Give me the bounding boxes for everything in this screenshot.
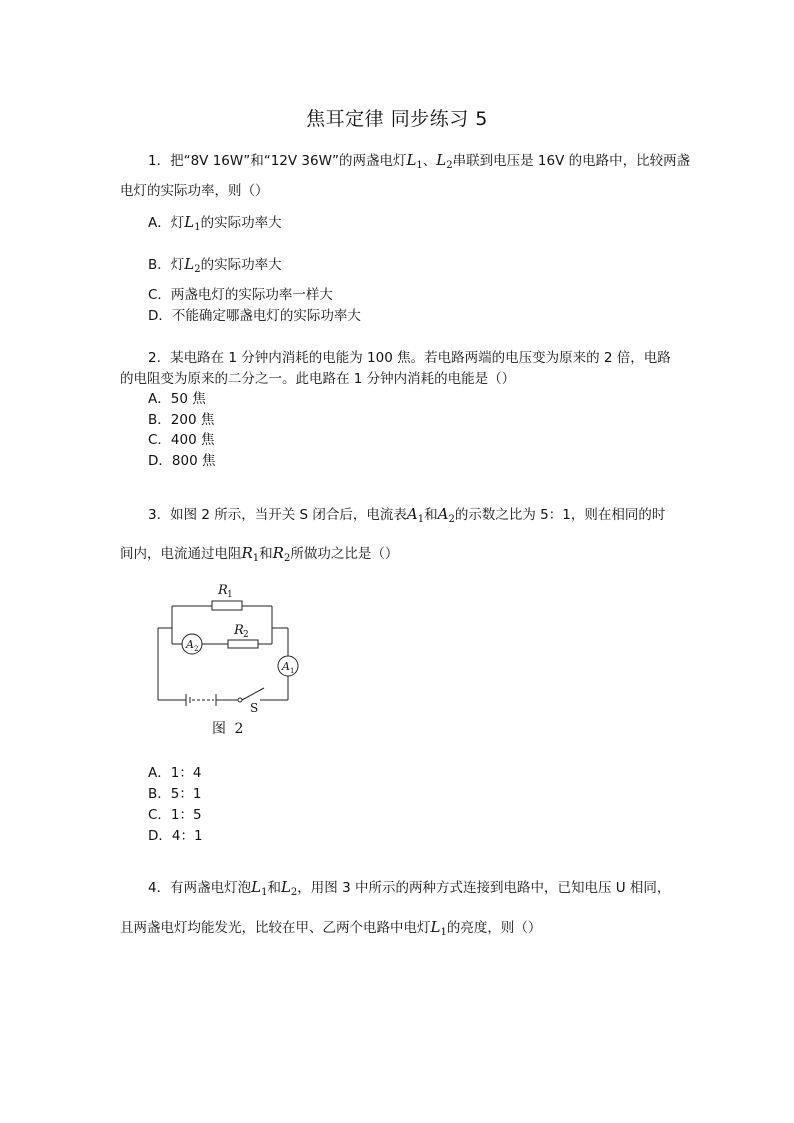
q4-sub-l1: 1: [261, 887, 268, 898]
q3-mid2: 和: [259, 546, 273, 562]
q3-sub-r2: 2: [283, 553, 291, 564]
q3-sub-r1: 1: [252, 553, 260, 564]
q1-text-a: 1．把“8V 16W”和“12V 36W”的两盏电灯: [148, 153, 407, 169]
q1-opt-b-sub: 2: [194, 264, 201, 275]
q1-opt-b-pre: B．灯: [148, 257, 185, 273]
label-r2-sub: 2: [243, 630, 249, 640]
q4-sub-l1b: 1: [440, 927, 447, 938]
q4-text-a: 4．有两盏电灯泡: [148, 880, 252, 896]
q3-var-r1: R: [241, 544, 253, 562]
label-switch: S: [250, 701, 259, 713]
q1-option-b: [148, 254, 282, 280]
label-r1: R: [218, 583, 228, 598]
circuit-diagram: [150, 578, 310, 713]
q1-var-l1: L: [406, 151, 417, 169]
q2-option-b: B．200 焦: [148, 412, 215, 428]
q1-option-a: [148, 212, 282, 238]
q1-sep: 、: [422, 153, 437, 169]
q3-text-a: 3．如图 2 所示，当开关 S 闭合后，电流表: [148, 507, 407, 523]
q3-option-c: C．1：5: [148, 807, 202, 823]
q3-option-b: B．5：1: [148, 786, 202, 802]
q1-sub-1: 1: [416, 160, 423, 171]
resistor-r1: [212, 601, 242, 610]
q4-line-2: [120, 917, 541, 943]
q1-line-2: 电灯的实际功率，则（）: [120, 183, 269, 199]
q1-opt-a-pre: A．灯: [148, 215, 185, 231]
q2-option-c: C．400 焦: [148, 432, 215, 448]
q4-var-l1: L: [251, 878, 262, 896]
q3-text-c: 间内，电流通过电阻: [120, 546, 242, 562]
q3-sub-a1: 1: [417, 514, 425, 525]
q1-opt-a-post: 的实际功率大: [200, 215, 282, 231]
q1-option-d: D．不能确定哪盏电灯的实际功率大: [148, 308, 361, 324]
q1-text-b: 串联到电压是 16V 的电路中，比较两盏: [452, 153, 691, 169]
q4-text-b: ，用图 3 中所示的两种方式连接到电路中，已知电压 U 相同，: [297, 880, 671, 896]
label-a2: A: [186, 638, 194, 651]
q1-sub-2: 2: [446, 160, 453, 171]
q4-line-1: [148, 877, 670, 903]
q1-opt-a-sub: 1: [194, 222, 201, 233]
q4-var-l2: L: [280, 878, 291, 896]
q3-sub-a2: 2: [448, 514, 455, 525]
q2-line-1: 2．某电路在 1 分钟内消耗的电能为 100 焦。若电路两端的电压变为原来的 2 倍，电路: [148, 350, 671, 366]
label-a2-sub: 2: [194, 645, 199, 653]
page-title: 焦耳定律 同步练习 5: [306, 108, 488, 130]
q2-option-d: D．800 焦: [148, 453, 216, 469]
q1-option-c: C．两盏电灯的实际功率一样大: [148, 287, 333, 303]
q3-line-1: [148, 504, 665, 530]
q2-line-2: 的电阻变为原来的二分之一。此电路在 1 分钟内消耗的电能是（）: [120, 371, 516, 387]
q3-option-a: A．1：4: [148, 765, 202, 781]
label-a1: A: [282, 660, 290, 673]
resistor-r2: [228, 640, 258, 648]
q3-text-d: 所做功之比是（）: [290, 546, 399, 562]
q4-text-c: 且两盏电灯均能发光，比较在甲、乙两个电路中电灯: [120, 920, 431, 936]
q2-option-a: A．50 焦: [148, 391, 206, 407]
q4-text-d: 的亮度，则（）: [446, 920, 542, 936]
q3-var-a2: A: [437, 505, 449, 523]
switch-blade: [242, 688, 264, 700]
q3-text-b: 的示数之比为 5：1，则在相同的时: [454, 507, 666, 523]
q1-line-1: [148, 150, 690, 176]
q4-sub-l2: 2: [290, 887, 298, 898]
q3-var-a1: A: [406, 505, 418, 523]
q3-option-d: D．4：1: [148, 828, 203, 844]
q1-var-l2: L: [436, 151, 447, 169]
label-a1-sub: 1: [290, 667, 295, 675]
q1-opt-b-post: 的实际功率大: [200, 257, 282, 273]
q4-mid: 和: [267, 880, 281, 896]
q3-mid: 和: [424, 507, 438, 523]
q1-opt-b-var: L: [184, 255, 195, 273]
label-r2: R: [234, 623, 244, 638]
q1-opt-a-var: L: [184, 213, 195, 231]
q3-line-2: [120, 543, 398, 569]
q4-var-l1b: L: [430, 918, 441, 936]
figure-caption: 图 2: [212, 721, 246, 737]
switch-pivot: [238, 698, 242, 702]
q3-var-r2: R: [272, 544, 284, 562]
label-r1-sub: 1: [227, 590, 233, 600]
